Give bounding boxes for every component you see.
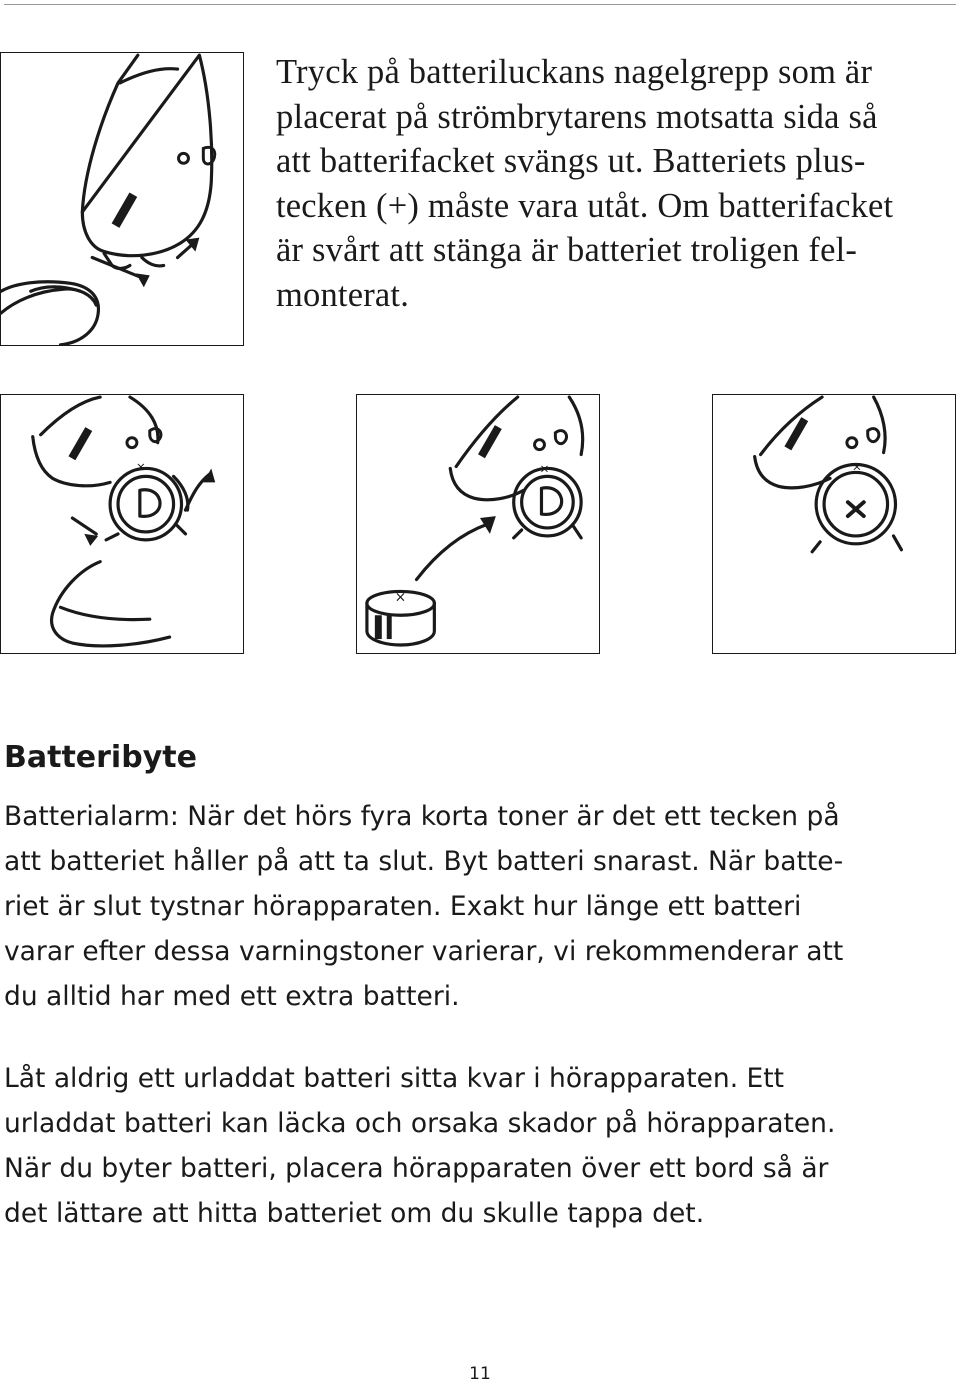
illustration-battery-inserted [712, 394, 956, 654]
section-heading: Batteribyte [4, 740, 197, 775]
paragraph-line: riet är slut tystnar hörapparaten. Exakt hur länge ett batteri [4, 891, 802, 922]
svg-text:×: × [851, 459, 862, 474]
paragraph-line: urladdat batteri kan läcka och orsaka skador på hörapparaten. [4, 1108, 836, 1139]
top-rule [4, 4, 956, 5]
paragraph-line: du alltid har med ett extra batteri. [4, 981, 460, 1012]
paragraph-line: att batteriet håller på att ta slut. Byt batteri snarast. När batte- [4, 846, 844, 877]
insert-new-battery-illustration [357, 395, 599, 653]
svg-text:×: × [135, 459, 146, 474]
illustration-open-battery-door [0, 52, 244, 346]
illustration-insert-battery [356, 394, 600, 654]
intro-instruction-text [276, 50, 954, 318]
page-number: 11 [469, 1364, 491, 1384]
paragraph-line: Låt aldrig ett urladdat batteri sitta kvar i hörapparaten. Ett [4, 1063, 785, 1094]
intro-line: monterat. [276, 275, 410, 314]
battery-inserted-illustration [713, 395, 955, 653]
battery-warning-paragraph [4, 1056, 956, 1236]
illustration-remove-battery [0, 394, 244, 654]
hearing-aid-opening-illustration [1, 53, 243, 345]
battery-alarm-paragraph [4, 794, 956, 1019]
intro-line: Tryck på batteriluckans nagelgrepp som är [276, 53, 873, 91]
intro-line: att batterifacket svängs ut. Batteriets plus- [276, 142, 866, 181]
paragraph-line: Batterialarm: När det hörs fyra korta toner är det ett tecken på [4, 801, 840, 832]
intro-line: är svårt att stänga är batteriet troligen fel- [276, 231, 858, 270]
intro-line: tecken (+) måste vara utåt. Om batterifacket [276, 186, 894, 225]
svg-text:×: × [394, 589, 407, 606]
svg-text:×: × [539, 461, 550, 476]
battery-door-open-illustration [1, 395, 243, 653]
intro-line: placerat på strömbrytarens motsatta sida så [276, 97, 878, 136]
paragraph-line: När du byter batteri, placera hörapparaten över ett bord så är [4, 1153, 829, 1184]
paragraph-line: det lättare att hitta batteriet om du skulle tappa det. [4, 1198, 705, 1229]
paragraph-line: varar efter dessa varningstoner varierar, vi rekommenderar att [4, 936, 844, 967]
